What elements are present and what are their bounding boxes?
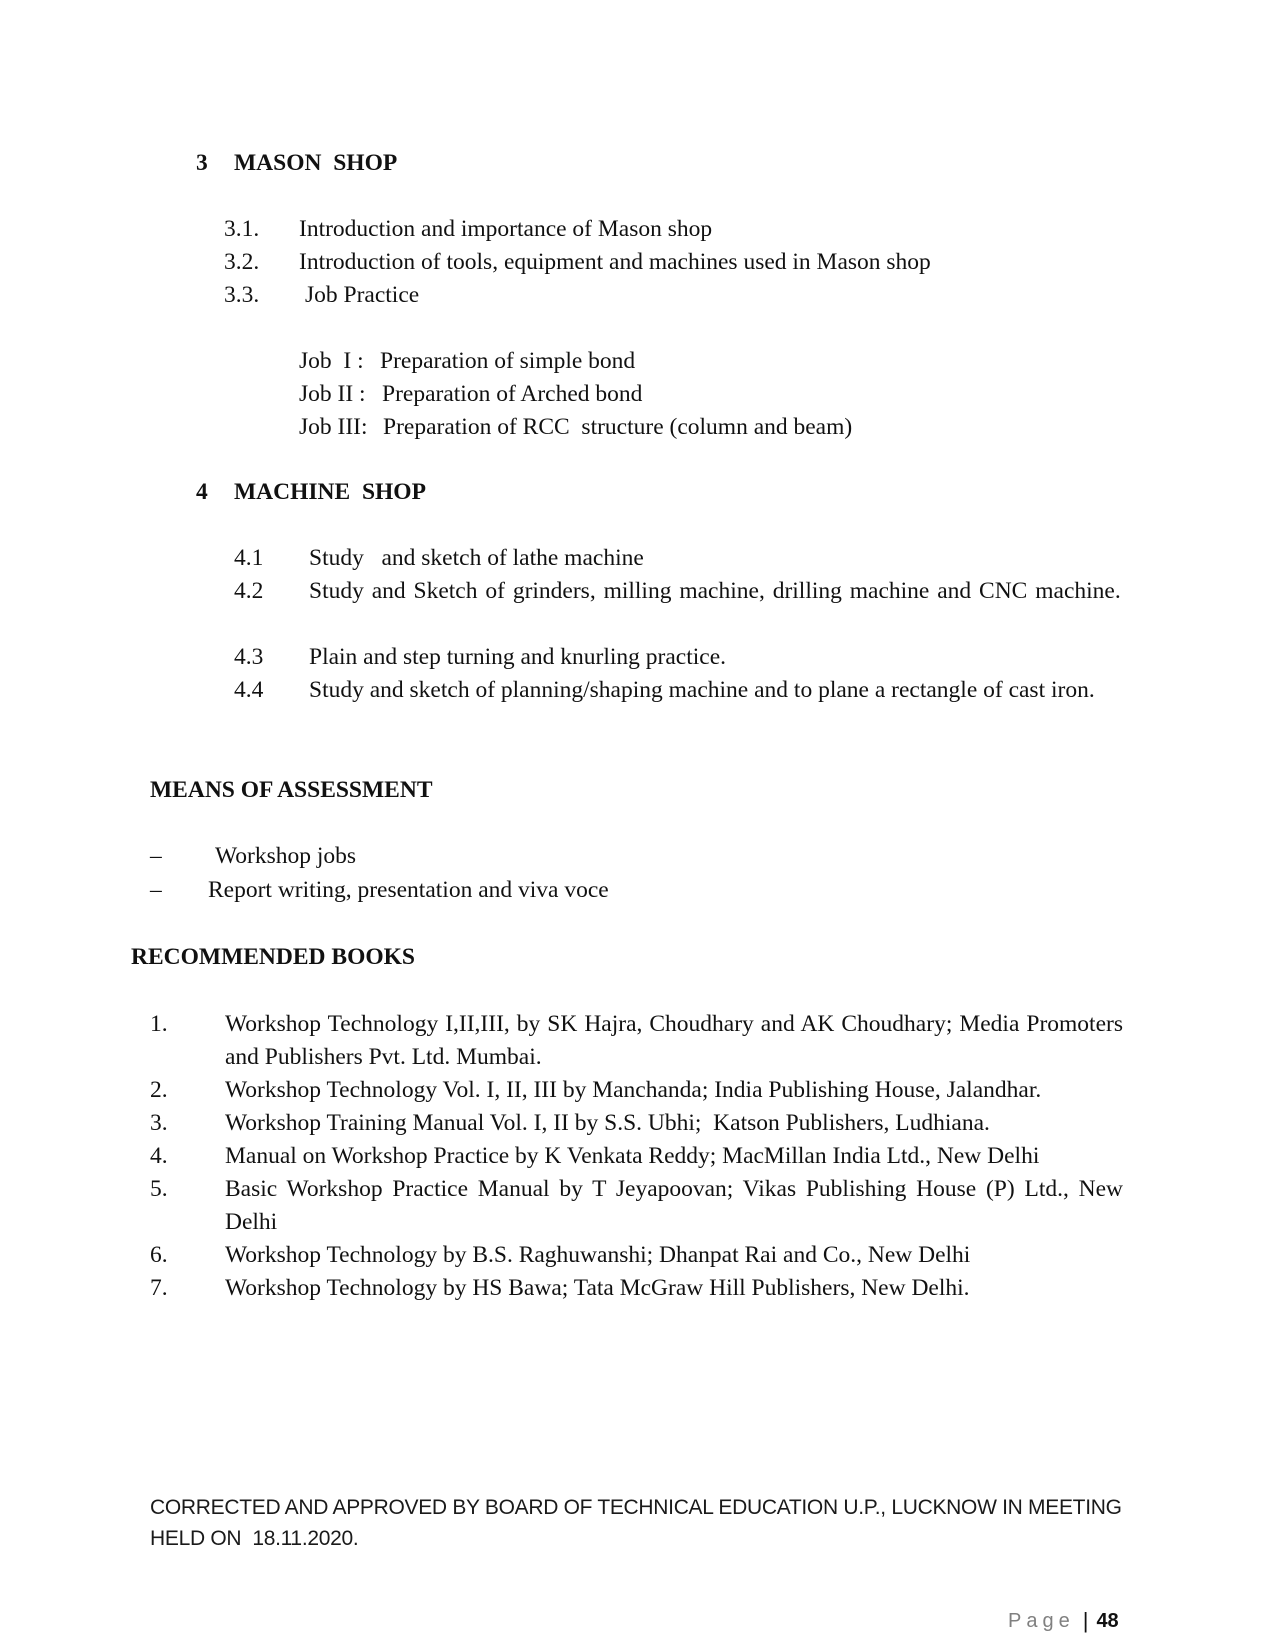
page-number: 48	[1096, 1609, 1119, 1632]
section-4-title: MACHINE SHOP	[234, 479, 426, 505]
book-text: Workshop Technology I,II,III, by SK Hajra, Choudhary and AK Choudhary; Media Promoters and Publishers Pvt. Ltd. Mumbai.	[225, 1011, 1123, 1070]
book-text: Manual on Workshop Practice by K Venkata Reddy; MacMillan India Ltd., New Delhi	[225, 1143, 1040, 1169]
book-text: Workshop Technology by HS Bawa; Tata McGraw Hill Publishers, New Delhi.	[225, 1275, 970, 1301]
assessment-heading: MEANS OF ASSESSMENT	[150, 777, 433, 803]
book-num: 5.	[150, 1176, 168, 1202]
job-label: Job III:	[299, 414, 368, 440]
mason-item-text: Introduction of tools, equipment and machines used in Mason shop	[299, 249, 931, 275]
book-text: Workshop Training Manual Vol. I, II by S.S. Ubhi; Katson Publishers, Ludhiana.	[225, 1110, 990, 1136]
machine-item-num: 4.2	[234, 578, 264, 604]
mason-item-num: 3.2.	[224, 249, 260, 275]
bullet-dash: –	[150, 843, 162, 869]
book-num: 7.	[150, 1275, 168, 1301]
approval-note-line2: HELD ON 18.11.2020.	[150, 1527, 359, 1550]
job-text: Preparation of simple bond	[380, 348, 636, 374]
book-num: 1.	[150, 1011, 168, 1037]
mason-item-text: Job Practice	[305, 282, 420, 308]
mason-item-num: 3.3.	[224, 282, 260, 308]
machine-item-num: 4.1	[234, 545, 264, 571]
assessment-item: Workshop jobs	[215, 843, 357, 869]
section-3-number: 3	[196, 150, 208, 176]
mason-item-text: Introduction and importance of Mason shop	[299, 216, 713, 242]
machine-item-text: Study and Sketch of grinders, milling machine, drilling machine and CNC machine.	[309, 578, 1121, 604]
job-label: Job I :	[299, 348, 364, 374]
books-heading: RECOMMENDED BOOKS	[131, 944, 415, 970]
book-text: Workshop Technology by B.S. Raghuwanshi; Dhanpat Rai and Co., New Delhi	[225, 1242, 971, 1268]
job-text: Preparation of Arched bond	[382, 381, 643, 407]
machine-item-text: Study and sketch of planning/shaping machine and to plane a rectangle of cast iron.	[309, 677, 1095, 703]
page-label: Page	[1008, 1609, 1075, 1632]
bullet-dash: –	[150, 877, 162, 903]
page-footer	[1008, 1606, 1119, 1636]
machine-item-text: Study and sketch of lathe machine	[309, 545, 644, 571]
book-num: 3.	[150, 1110, 168, 1136]
approval-note-line1: CORRECTED AND APPROVED BY BOARD OF TECHNICAL EDUCATION U.P., LUCKNOW IN MEETING	[150, 1496, 1122, 1519]
machine-item-num: 4.4	[234, 677, 264, 703]
book-text: Basic Workshop Practice Manual by T Jeyapoovan; Vikas Publishing House (P) Ltd., New Delhi	[225, 1176, 1123, 1235]
book-num: 4.	[150, 1143, 168, 1169]
machine-item-num: 4.3	[234, 644, 264, 670]
mason-item-num: 3.1.	[224, 216, 260, 242]
book-num: 2.	[150, 1077, 168, 1103]
section-4-number: 4	[196, 479, 208, 505]
section-3-title: MASON SHOP	[234, 150, 398, 176]
book-num: 6.	[150, 1242, 168, 1268]
assessment-item: Report writing, presentation and viva voce	[208, 877, 609, 903]
job-text: Preparation of RCC structure (column and beam)	[383, 414, 853, 440]
book-text: Workshop Technology Vol. I, II, III by Manchanda; India Publishing House, Jalandhar.	[225, 1077, 1042, 1103]
page-separator: |	[1082, 1608, 1089, 1633]
machine-item-text: Plain and step turning and knurling practice.	[309, 644, 727, 670]
job-label: Job II :	[299, 381, 366, 407]
